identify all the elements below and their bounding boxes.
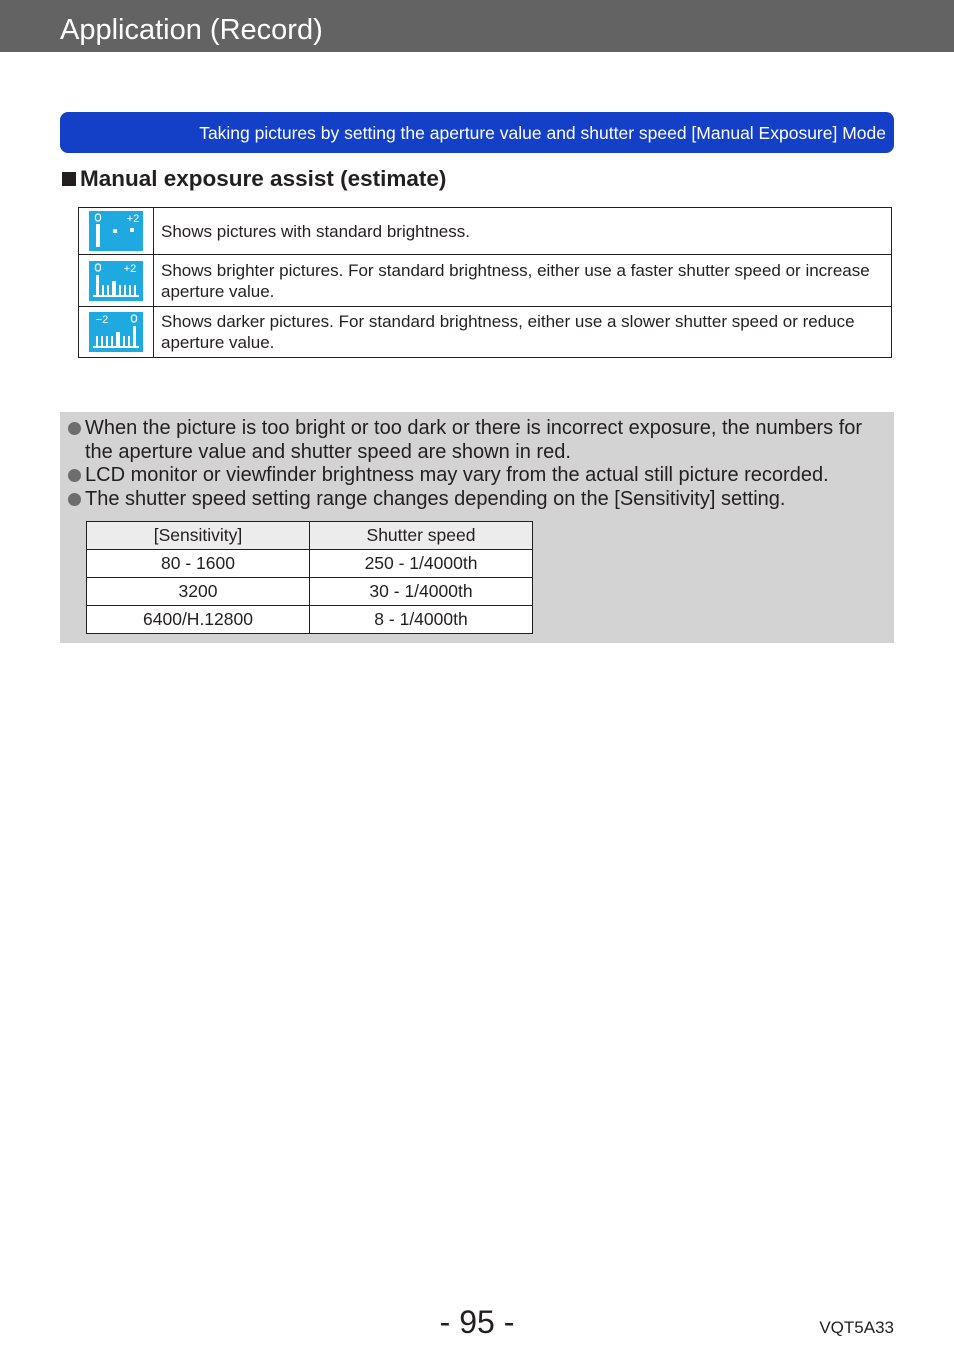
subheading [60,166,446,192]
note-item [68,416,888,464]
table-row [79,208,892,255]
exposure-darker-icon [89,312,143,352]
section-banner-text: Taking pictures by setting the aperture value and shutter speed [Manual Exposure] Mode [199,123,886,143]
row-description: Shows pictures with standard brightness. [154,208,892,255]
section-banner [60,112,894,153]
column-header-shutter-speed: Shutter speed [310,522,533,550]
icon-cell [79,307,154,358]
bullet-icon [68,469,81,482]
note-item [68,463,888,487]
table-row [87,550,533,578]
table-row [87,578,533,606]
icon-cell [79,255,154,307]
bullet-icon [68,493,81,506]
exposure-standard-icon [89,211,143,251]
notes-panel [60,412,894,643]
table-row [79,307,892,358]
note-text: The shutter speed setting range changes depending on the [Sensitivity] setting. [85,488,786,510]
exposure-brighter-icon [89,261,143,301]
table-header-row [87,522,533,550]
document-code: VQT5A33 [819,1318,894,1337]
column-header-sensitivity: [Sensitivity] [87,522,310,550]
note-text: LCD monitor or viewfinder brightness may vary from the actual still picture recorded. [85,464,829,486]
svg-text:+2: +2 [123,262,137,275]
svg-text:+2: +2 [126,213,140,225]
shutter-speed-table [86,521,533,634]
icon-cell [79,208,154,255]
page-header [0,0,954,52]
sensitivity-cell: 6400/H.12800 [87,606,310,634]
page-title: Application (Record) [60,14,323,46]
shutter-speed-cell: 30 - 1/4000th [310,578,533,606]
row-description: Shows darker pictures. For standard brightness, either use a slower shutter speed or reduce aperture value. [154,307,892,358]
exposure-assist-table [78,207,892,358]
svg-text:−2: −2 [95,314,109,326]
row-description: Shows brighter pictures. For standard brightness, either use a faster shutter speed or increase aperture value. [154,255,892,307]
shutter-speed-cell: 250 - 1/4000th [310,550,533,578]
sensitivity-cell: 80 - 1600 [87,550,310,578]
sensitivity-cell: 3200 [87,578,310,606]
subheading-text: Manual exposure assist (estimate) [80,166,447,191]
note-item [68,487,888,511]
shutter-speed-cell: 8 - 1/4000th [310,606,533,634]
note-text: When the picture is too bright or too dark or there is incorrect exposure, the numbers for the aperture value and shutter speed are shown in red. [85,417,863,463]
bullet-icon [68,422,81,435]
table-row [79,255,892,307]
page-number: - 95 - [439,1304,515,1340]
table-row [87,606,533,634]
square-bullet-icon [62,172,76,186]
